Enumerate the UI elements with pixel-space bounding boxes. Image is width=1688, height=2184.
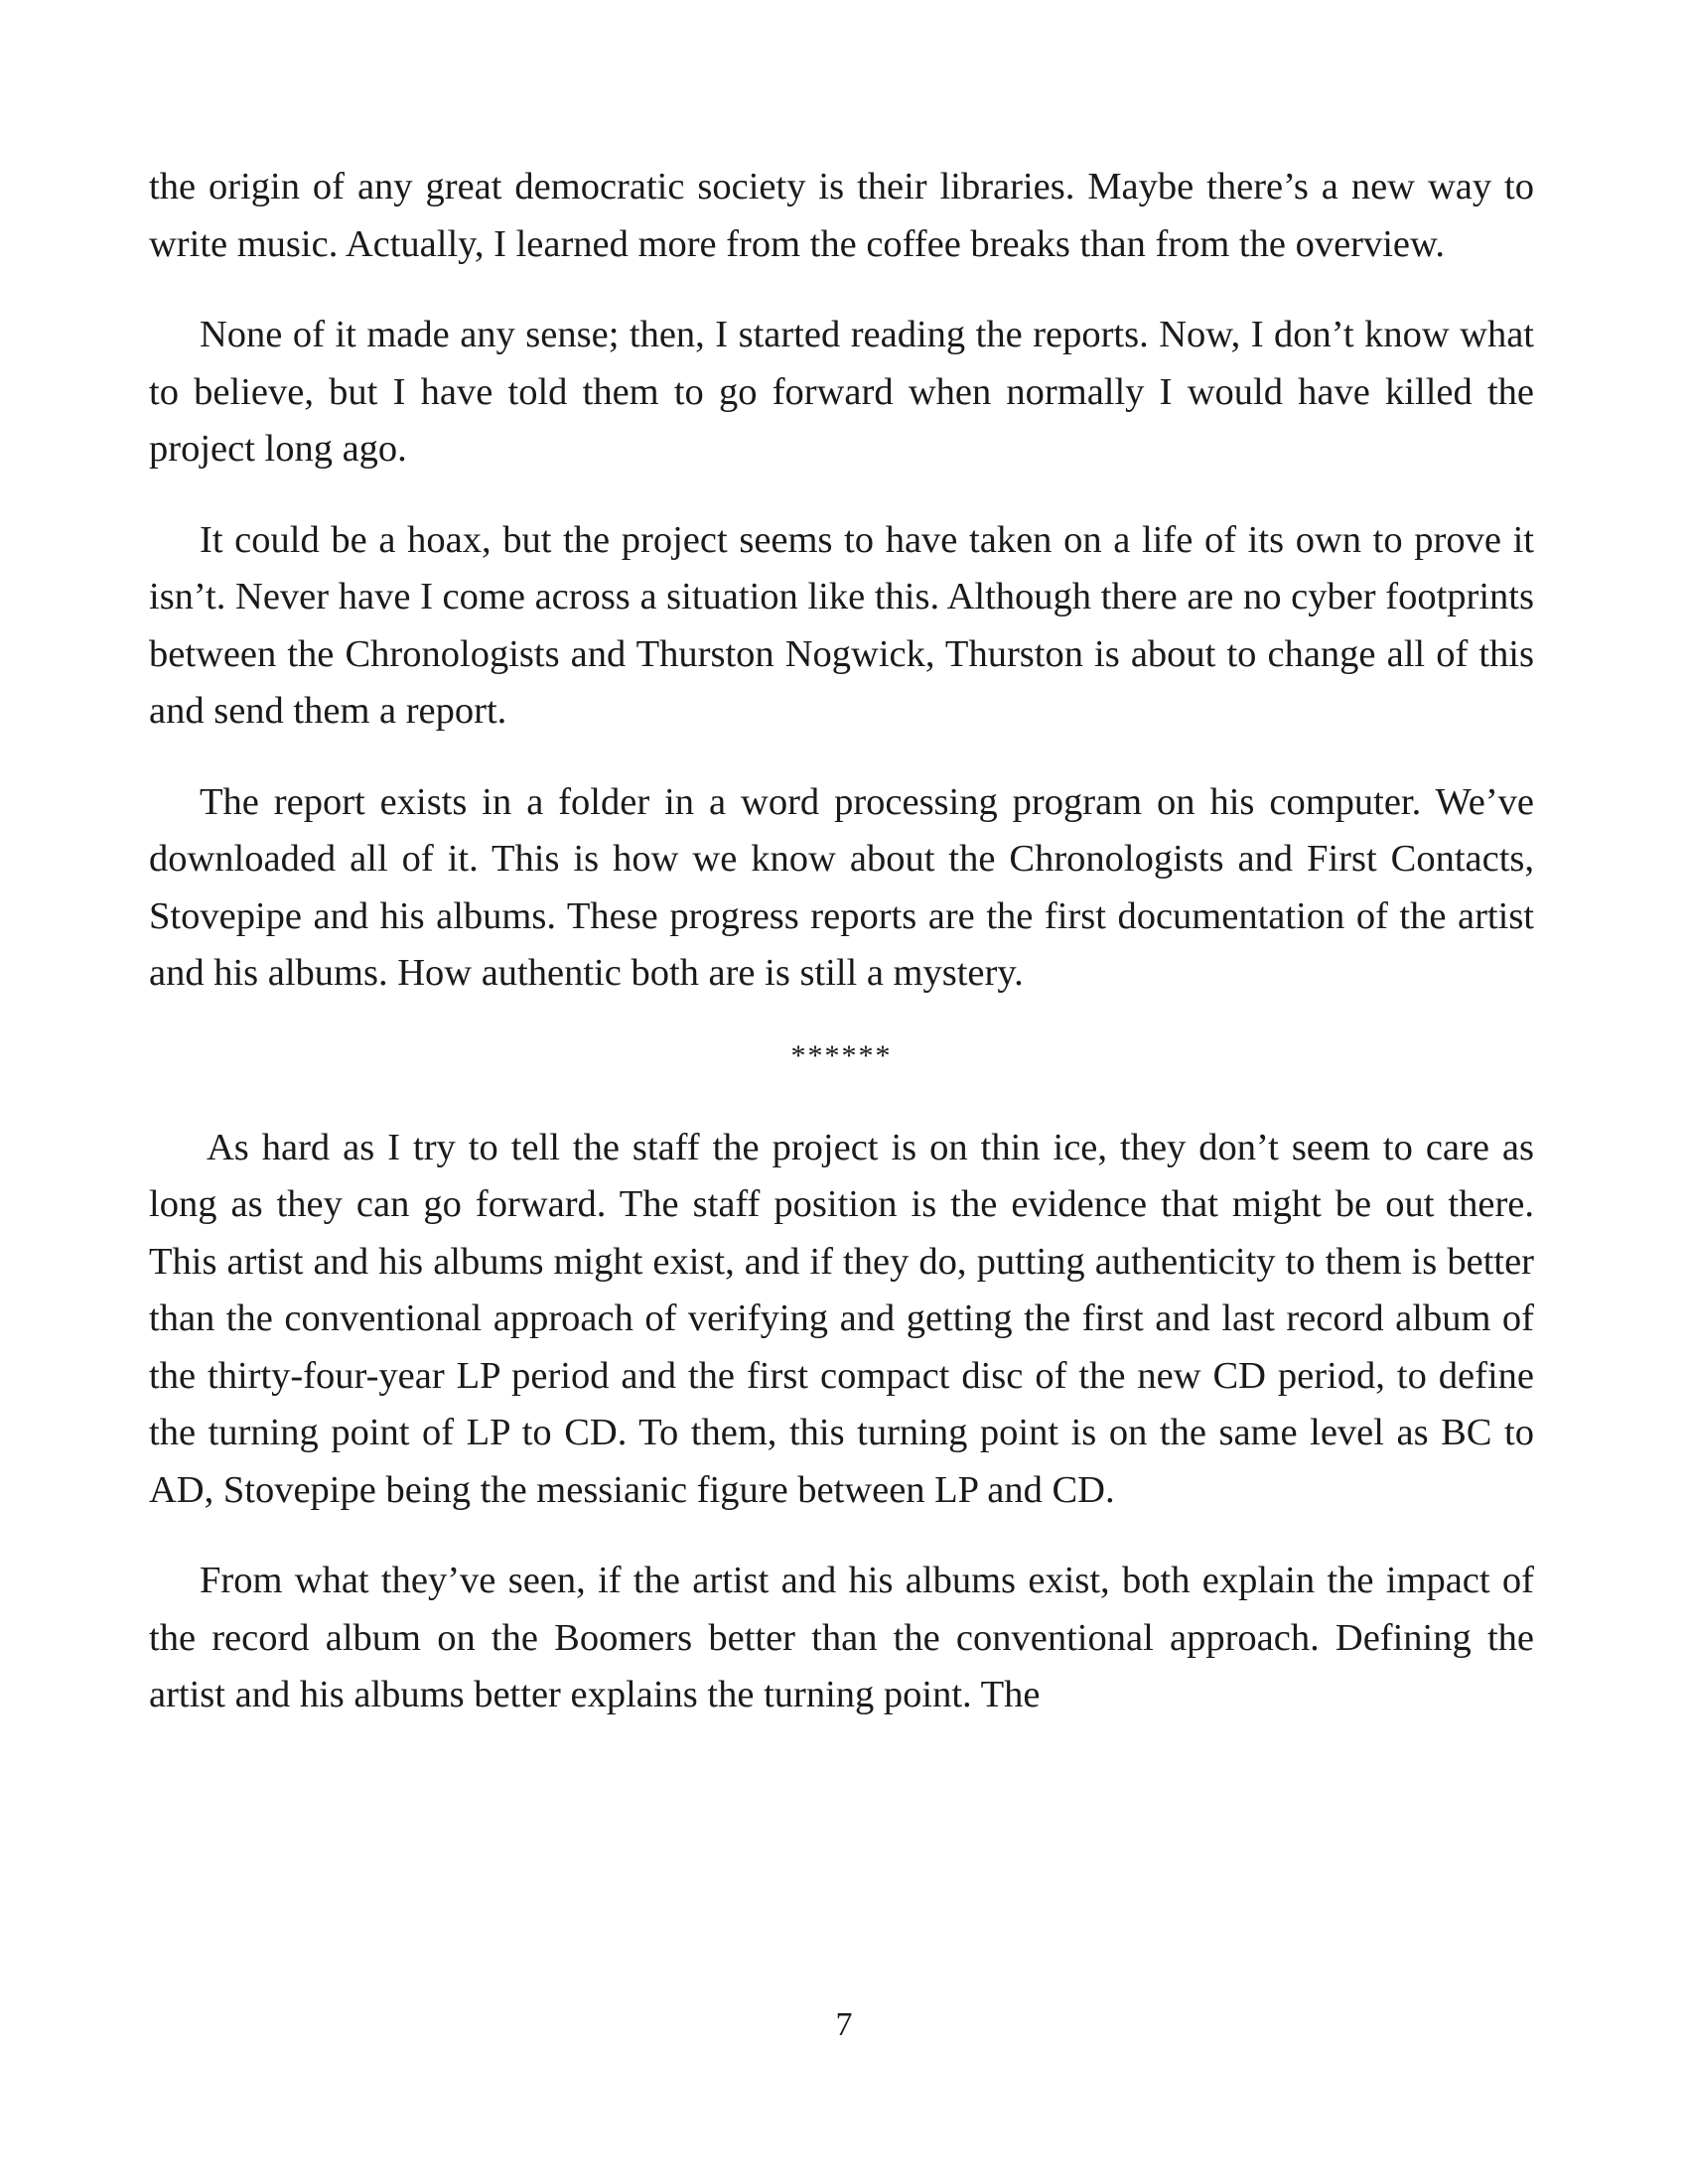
page-number: 7 bbox=[835, 2006, 853, 2043]
paragraph-3: It could be a hoax, but the project seems to have taken on a life of its own to prove it isn’t. Never have I come across a situation like this. Although there are no cyber footprints between the Chronologists and Thurston Nogwick, Thurston is about to change all of this and send them a report. bbox=[149, 518, 1534, 732]
page-body bbox=[149, 159, 1534, 1758]
paragraph-4: The report exists in a folder in a word processing program on his computer. We’ve downloaded all of it. This is how we know about the Chronologists and First Contacts, Stovepipe and his albums. These progress reports are the first documentation of the artist and his albums. How authentic both are is still a mystery. bbox=[149, 780, 1534, 994]
paragraph-5: As hard as I try to tell the staff the project is on thin ice, they don’t seem to care as long as they can go forward. The staff position is the evidence that might be out there. This artist and his albums might exist, and if they do, putting authenticity to them is better than the conventional approach of verifying and getting the first and last record album of the thirty-four-year LP period and the first compact disc of the new CD period, to define the turning point of LP to CD. To them, this turning point is on the same level as BC to AD, Stovepipe being the messianic figure between LP and CD. bbox=[149, 1126, 1534, 1511]
paragraph-6: From what they’ve seen, if the artist and his albums exist, both explain the impact of the record album on the Boomers better than the conventional approach. Defining the artist and his albums better explains the turning point. The bbox=[149, 1560, 1534, 1715]
paragraph-1: the origin of any great democratic society is their libraries. Maybe there’s a new way to write music. Actually, I learned more from the coffee breaks than from the overview. bbox=[149, 166, 1534, 265]
section-separator: ****** bbox=[790, 1038, 893, 1072]
paragraph-2: None of it made any sense; then, I started reading the reports. Now, I don’t know what to believe, but I have told them to go forward when normally I would have killed the project long ago. bbox=[149, 314, 1534, 470]
